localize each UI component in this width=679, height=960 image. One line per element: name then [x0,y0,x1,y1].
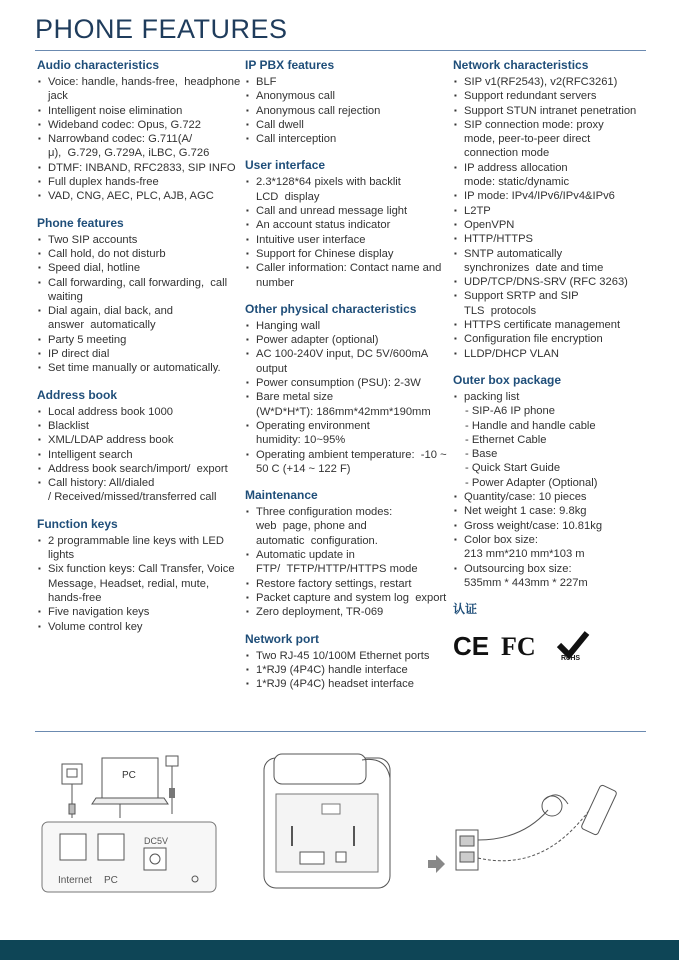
fcc-mark-icon [501,633,545,659]
feature-item: ▪ AC 100-240V input, DC 5V/600mA output [245,347,450,376]
feature-item: ▪ HTTP/HTTPS [453,232,653,246]
feature-item: ▪ Set time manually or automatically. [37,361,242,375]
feature-item: ▪ Anonymous call [245,89,450,103]
package-item: - Base [465,448,498,461]
page-title: PHONE FEATURES [35,14,288,44]
feature-item: ▪ LLDP/DHCP VLAN [453,347,653,361]
feature-list [245,649,450,692]
phone-back-diagram [262,752,402,892]
feature-item: ▪ Two RJ-45 10/100M Ethernet ports [245,649,450,663]
feature-item: ▪ OpenVPN [453,218,653,232]
feature-list [453,390,653,590]
footer-bar [0,940,679,960]
feature-item: ▪ DTMF: INBAND, RFC2833, SIP INFO [37,161,242,175]
section-heading: Network characteristics [453,58,589,72]
power-adapter-icon [166,756,178,766]
section-heading: Outer box package [453,372,562,387]
feature-item: ▪ HTTPS certificate management [453,318,653,332]
feature-item: ▪ Support for Chinese display [245,247,450,261]
top-divider [35,50,646,51]
feature-item: ▪ Power consumption (PSU): 2-3W [245,376,450,390]
feature-item: ▪ Net weight 1 case: 9.8kg [453,504,653,518]
feature-list [245,505,450,619]
ethernet-ports-icon [300,852,324,864]
feature-item: ▪ Three configuration modes: web page, phone and automatic configuration. [245,505,450,548]
arrow-right-icon [426,854,446,874]
package-item: - SIP-A6 IP phone [465,405,555,418]
section-heading: User interface [245,158,326,173]
feature-item: ▪ XML/LDAP address book [37,433,242,447]
feature-item: ▪ Intelligent noise elimination [37,104,242,118]
feature-item: ▪ Full duplex hands-free [37,175,242,189]
pc-port-icon [98,834,124,860]
feature-item: ▪ Operating environment humidity: 10~95% [245,419,450,448]
column-right [453,58,653,661]
feature-item: ▪ An account status indicator [245,218,450,232]
feature-item: ▪ 1*RJ9 (4P4C) headset interface [245,677,450,691]
package-item: - Quick Start Guide [465,462,561,475]
feature-item: ▪ Operating ambient temperature: -10 ~ 50 C (+14 ~ 122 F) [245,448,450,477]
feature-item: ▪ 2 programmable line keys with LED lights [37,534,242,563]
feature-item: ▪ Five navigation keys [37,605,242,619]
section-heading: IP PBX features [245,58,335,72]
feature-list [37,534,242,634]
section-heading: Network port [245,631,320,646]
feature-item: ▪ IP address allocation mode: static/dynamic [453,161,653,190]
svg-text:CE: CE [453,633,490,660]
feature-item: ▪ 2.3*128*64 pixels with backlit LCD display [245,175,450,204]
feature-list [37,233,242,376]
svg-text:RoHS: RoHS [561,655,581,662]
feature-item: ▪ Call interception [245,132,450,146]
feature-item: ▪ Narrowband codec: G.711(A/μ), G.729, G.729A, iLBC, G.726 [37,132,242,161]
section-heading: 认证 [453,602,478,617]
feature-item: ▪ Intelligent search [37,448,242,462]
section-heading: Audio characteristics [37,58,160,72]
feature-item: ▪ Call and unread message light [245,204,450,218]
feature-list [245,175,450,289]
feature-item: ▪ Support SRTP and SIP TLS protocols [453,289,653,318]
feature-item: ▪ Voice: handle, hands-free, headphone jack [37,75,242,104]
feature-item: ▪ Call hold, do not disturb [37,247,242,261]
feature-item: ▪ Configuration file encryption [453,332,653,346]
package-item: - Handle and handle cable [465,419,596,432]
feature-item: ▪ Color box size: [453,533,653,547]
feature-item: ▪ Wideband codec: Opus, G.722 [37,118,242,132]
feature-item: ▪ Restore factory settings, restart [245,577,450,591]
feature-item: ▪ Power adapter (optional) [245,333,450,347]
section-heading: Maintenance [245,488,318,503]
feature-item: ▪ Bare metal size (W*D*H*T): 186mm*42mm*190mm [245,390,450,419]
headset-diagram [452,770,642,900]
feature-item: ▪ IP direct dial [37,347,242,361]
feature-item: ▪ SIP connection mode: proxy mode, peer-to-peer direct connection mode [453,118,653,161]
internet-label: Internet [58,875,92,886]
feature-item: ▪ Party 5 meeting [37,333,242,347]
size-value: 213 mm*210 mm*103 m [464,548,585,561]
rohs-mark-icon [555,631,591,661]
feature-item: ▪ Caller information: Contact name and number [245,261,450,290]
size-value: 535mm * 443mm * 227m [464,576,588,589]
feature-item: ▪ Anonymous call rejection [245,104,450,118]
feature-item: ▪ Outsourcing box size: [453,562,653,576]
feature-item: ▪ Call forwarding, call forwarding, call waiting [37,276,242,305]
feature-item: ▪ Six function keys: Call Transfer, Voice Message, Headset, redial, mute, hands-free [37,562,242,605]
feature-item: ▪ Support STUN intranet penetration [453,104,653,118]
feature-item: ▪ Quantity/case: 10 pieces [453,490,653,504]
feature-item: ▪ Gross weight/case: 10.81kg [453,519,653,533]
feature-item: ▪ 1*RJ9 (4P4C) handle interface [245,663,450,677]
column-middle [245,58,450,691]
feature-item: ▪ UDP/TCP/DNS-SRV (RFC 3263) [453,275,653,289]
feature-item: ▪ IP mode: IPv4/IPv6/IPv4&IPv6 [453,189,653,203]
handset-icon [581,784,618,835]
dc-port-icon [144,848,166,870]
dc-label: DC5V [144,836,169,846]
bottom-divider [35,731,646,732]
feature-item: ▪ Volume control key [37,620,242,634]
feature-list [37,405,242,505]
feature-item: ▪ Two SIP accounts [37,233,242,247]
column-left [37,58,242,634]
feature-item: ▪ Automatic update in FTP/ TFTP/HTTP/HTTPS mode [245,548,450,577]
cert-logos [453,631,653,661]
feature-item: ▪ VAD, CNG, AEC, PLC, AJB, AGC [37,189,242,203]
feature-list [245,319,450,476]
feature-item: ▪ Dial again, dial back, and answer automatically [37,304,242,333]
feature-list [245,75,450,146]
ce-mark-icon [453,633,491,659]
feature-item: ▪ BLF [245,75,450,89]
feature-item: ▪ Address book search/import/ export [37,462,242,476]
pc-port-label: PC [104,875,118,886]
feature-item: ▪ Call dwell [245,118,450,132]
feature-item: ▪ L2TP [453,204,653,218]
feature-item: ▪ Blacklist [37,419,242,433]
section-heading: Phone features [37,215,124,230]
feature-item: ▪ Speed dial, hotline [37,261,242,275]
feature-item: ▪ Hanging wall [245,319,450,333]
section-heading: Other physical characteristics [245,301,417,316]
feature-item: ▪ Support redundant servers [453,89,653,103]
feature-item: ▪ SNTP automatically synchronizes date and time [453,247,653,276]
connection-diagram [40,748,230,898]
feature-item: ▪ Local address book 1000 [37,405,242,419]
svg-text:FC: FC [501,633,536,660]
section-heading: Function keys [37,516,118,531]
feature-list [453,75,653,361]
feature-item: ▪ SIP v1(RF2543), v2(RFC3261) [453,75,653,89]
feature-item: ▪ Packet capture and system log export [245,591,450,605]
package-item: - Power Adapter (Optional) [465,476,598,489]
feature-item: ▪ Zero deployment, TR-069 [245,605,450,619]
feature-item: ▪ Call history: All/dialed / Received/missed/transferred call [37,476,242,505]
internet-port-icon [60,834,86,860]
pc-label: PC [122,770,136,781]
section-heading: Address book [37,387,118,402]
package-item: - Ethernet Cable [465,433,547,446]
feature-item: ▪ packing list [453,390,653,404]
feature-list [37,75,242,204]
feature-item: ▪ Intuitive user interface [245,233,450,247]
